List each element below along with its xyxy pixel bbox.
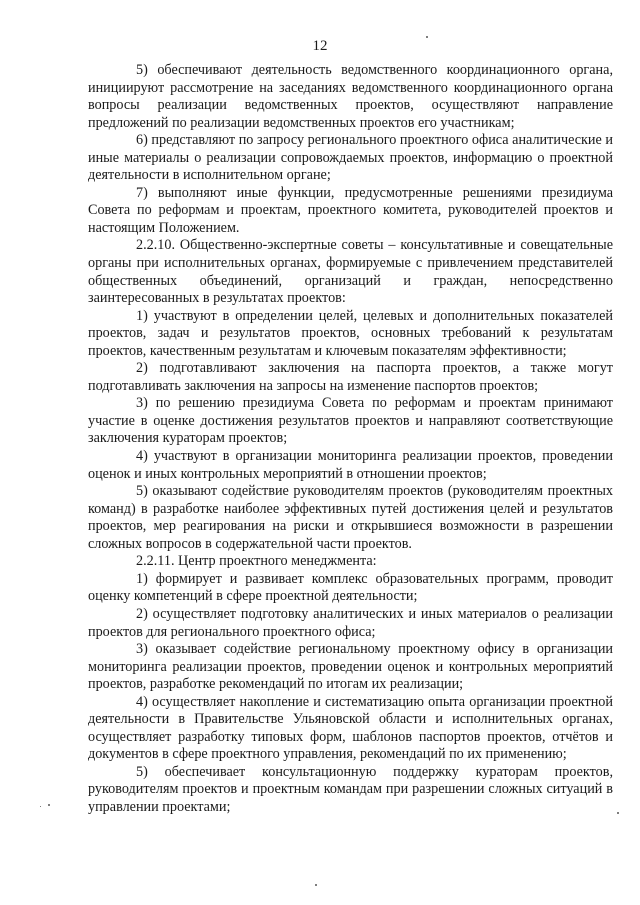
paragraph-councils-item-5: 5) оказывают содействие руководителям проектов (руководителям проектных команд) в разработке наиболее эффективных путей достижения целей и результатов проектов, мер реагирования на риски и открывшиеся возможности в разрешении сложных вопросов в содержательной части проектов. — [88, 483, 613, 552]
paragraph-center-item-5: 5) обеспечивает консультационную поддержку кураторам проектов, руководителям проектов и проектным командам при разрешении сложных ситуаций в управлении проектами; — [88, 763, 613, 815]
paragraph-item-6-materials: 6) представляют по запросу регионального проектного офиса аналитические и иные материалы о реализации сопровождаемых проектов, информацию о проектной деятельности в исполнительном органе; — [88, 132, 613, 184]
paragraph-councils-item-2: 2) подготавливают заключения на паспорта проектов, а также могут подготавливать заключения на запросы на изменение паспортов проектов; — [88, 360, 613, 394]
paragraph-center-item-1: 1) формирует и развивает комплекс образовательных программ, проводит оценку компетенций в сфере проектной деятельности; — [88, 570, 613, 605]
document-body — [88, 62, 613, 817]
section-2-2-11-management-center: 2.2.11. Центр проектного менеджмента: — [136, 553, 377, 570]
paragraph-item-5-coordination-body: 5) обеспечивают деятельность ведомственного координационного органа, инициируют рассмотрение на заседаниях ведомственного координационного органа вопросы реализации ведомственных проектов, осуществляют направление предложений по реализации ведомственных проектов его участникам; — [88, 62, 613, 131]
scan-speck — [617, 812, 619, 814]
paragraph-center-item-4: 4) осуществляет накопление и систематизацию опыта организации проектной деятельности в Правительстве Ульяновской области и исполнительных органах, осуществляет разработку типовых форм, шаблонов паспортов проектов, отчётов и документов в сфере проектного управления, рекомендаций по их применению; — [88, 693, 613, 763]
paragraph-item-7-other-functions: 7) выполняют иные функции, предусмотренные решениями президиума Совета по реформам и проектам, проектного комитета, руководителей проектов и настоящим Положением. — [88, 184, 613, 236]
scan-speck — [426, 36, 428, 38]
scan-speck — [40, 806, 41, 807]
section-2-2-10-expert-councils: 2.2.10. Общественно-экспертные советы – консультативные и совещательные органы при исполнительных органах, формируемые с привлечением представителей общественных объединений, организаций и граждан, непосредственно заинтересованных в результатах проектов: — [88, 237, 613, 307]
paragraph-councils-item-4: 4) участвуют в организации мониторинга реализации проектов, проведении оценок и иных контрольных мероприятий в отношении проектов; — [88, 448, 613, 482]
scan-speck — [315, 884, 317, 886]
scan-speck — [48, 804, 50, 806]
paragraph-councils-item-1: 1) участвуют в определении целей, целевых и дополнительных показателей проектов, задач и результатов проектов, основных требований к результатам проектов, качественным результатам и ключевым показателям эффективности; — [88, 307, 613, 359]
page-number: 12 — [312, 38, 328, 54]
paragraph-councils-item-3: 3) по решению президиума Совета по реформам и проектам принимают участие в оценке достижения результатов проектов и направляют соответствующие заключения кураторам проектов; — [88, 395, 613, 447]
paragraph-center-item-3: 3) оказывает содействие региональному проектному офису в организации мониторинга реализации проектов, проведении оценок и контрольных мероприятий проектов, разработке рекомендаций по итогам их реализации; — [88, 641, 613, 693]
paragraph-center-item-2: 2) осуществляет подготовку аналитических и иных материалов о реализации проектов для регионального проектного офиса; — [88, 605, 613, 640]
